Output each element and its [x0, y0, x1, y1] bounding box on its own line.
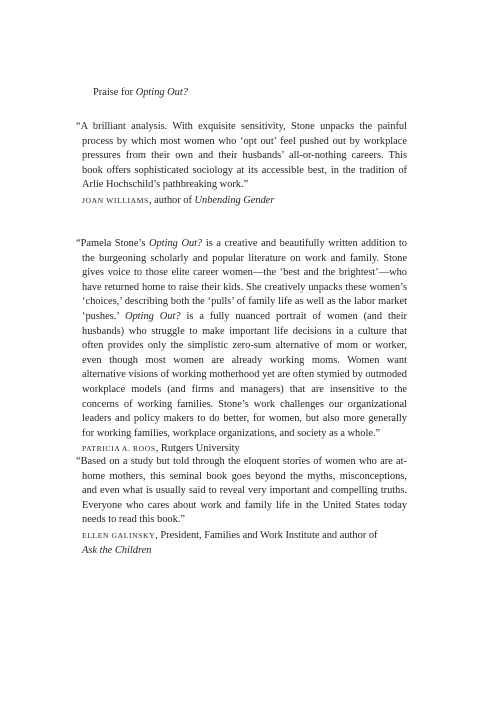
- blurb-quote: [76, 237, 407, 441]
- blurb-attribution: [76, 194, 407, 209]
- attribution-affiliation: , Rutgers University: [155, 443, 240, 455]
- blurb-galinsky: [76, 455, 407, 558]
- blurb-attribution: [76, 529, 407, 558]
- attribution-name: JOAN WILLIAMS: [82, 195, 149, 205]
- attribution-name: PATRICIA A. ROOS: [82, 444, 156, 454]
- blurb-quote: [76, 455, 407, 528]
- attribution-book-title: Unbending Gender: [194, 194, 275, 206]
- quote-text: “A brilliant analysis. With exquisite sensitivity, Stone unpacks the painful process by which most women who ‘opt out’ feel pushed out by workplace pressures from their own and their husbands’ all-or-nothing careers. This book offers sophisticated sociology at its accessible best, in the tradition of Arlie Hochschild’s pathbreaking work.”: [76, 121, 407, 191]
- quote-book-title: Opting Out?: [124, 310, 181, 322]
- praise-heading-book-title: Opting Out?: [135, 87, 188, 98]
- attribution-affiliation: , author of: [148, 194, 195, 206]
- attribution-name: ELLEN GALINSKY: [82, 530, 156, 540]
- praise-heading: [93, 86, 188, 100]
- blurb-roos: [76, 237, 407, 457]
- praise-heading-prefix: Praise for: [93, 87, 136, 98]
- quote-text: is a creative and beautifully written addition to the burgeoning scholarly and popular literature on work and family. Stone gives voice to those elite career women—the ‘best and the brightest’—who have returned home to raise their kids. She creatively unpacks these women’s ‘choices,’ describing both the ‘pulls’ of family life as well as the labor market ‘pushes.’: [82, 238, 407, 322]
- attribution-book-title: Ask the Children: [82, 544, 152, 556]
- quote-text: “Based on a study but told through the eloquent stories of women who are at-home mothers, this seminal book goes beyond the myths, misconceptions, and even what is usually said to reveal very important and compelling truths. Everyone who cares about work and family life in the United States today needs to read this book.”: [76, 456, 407, 526]
- quote-text: “Pamela Stone’s: [76, 238, 149, 249]
- quote-text: is a fully nuanced portrait of women (and their husbands) who struggle to make important life decisions in a culture that often provides only the simplistic zero-sum alternative of mom or worker, even though most women are already working moms. Women want alternative visions of working motherhood yet are often stymied by outmoded workplace models (and firms and managers) that are insensitive to the concerns of working families. Stone’s work challenges our organizational leaders and policy makers to do better, for women, but also more generally for working families, workplace organizations, and society as a whole.”: [82, 310, 407, 439]
- quote-book-title: Opting Out?: [148, 238, 203, 249]
- blurb-williams: [76, 120, 407, 209]
- attribution-affiliation: , President, Families and Work Institute and author of: [155, 529, 378, 541]
- blurb-quote: [76, 120, 407, 193]
